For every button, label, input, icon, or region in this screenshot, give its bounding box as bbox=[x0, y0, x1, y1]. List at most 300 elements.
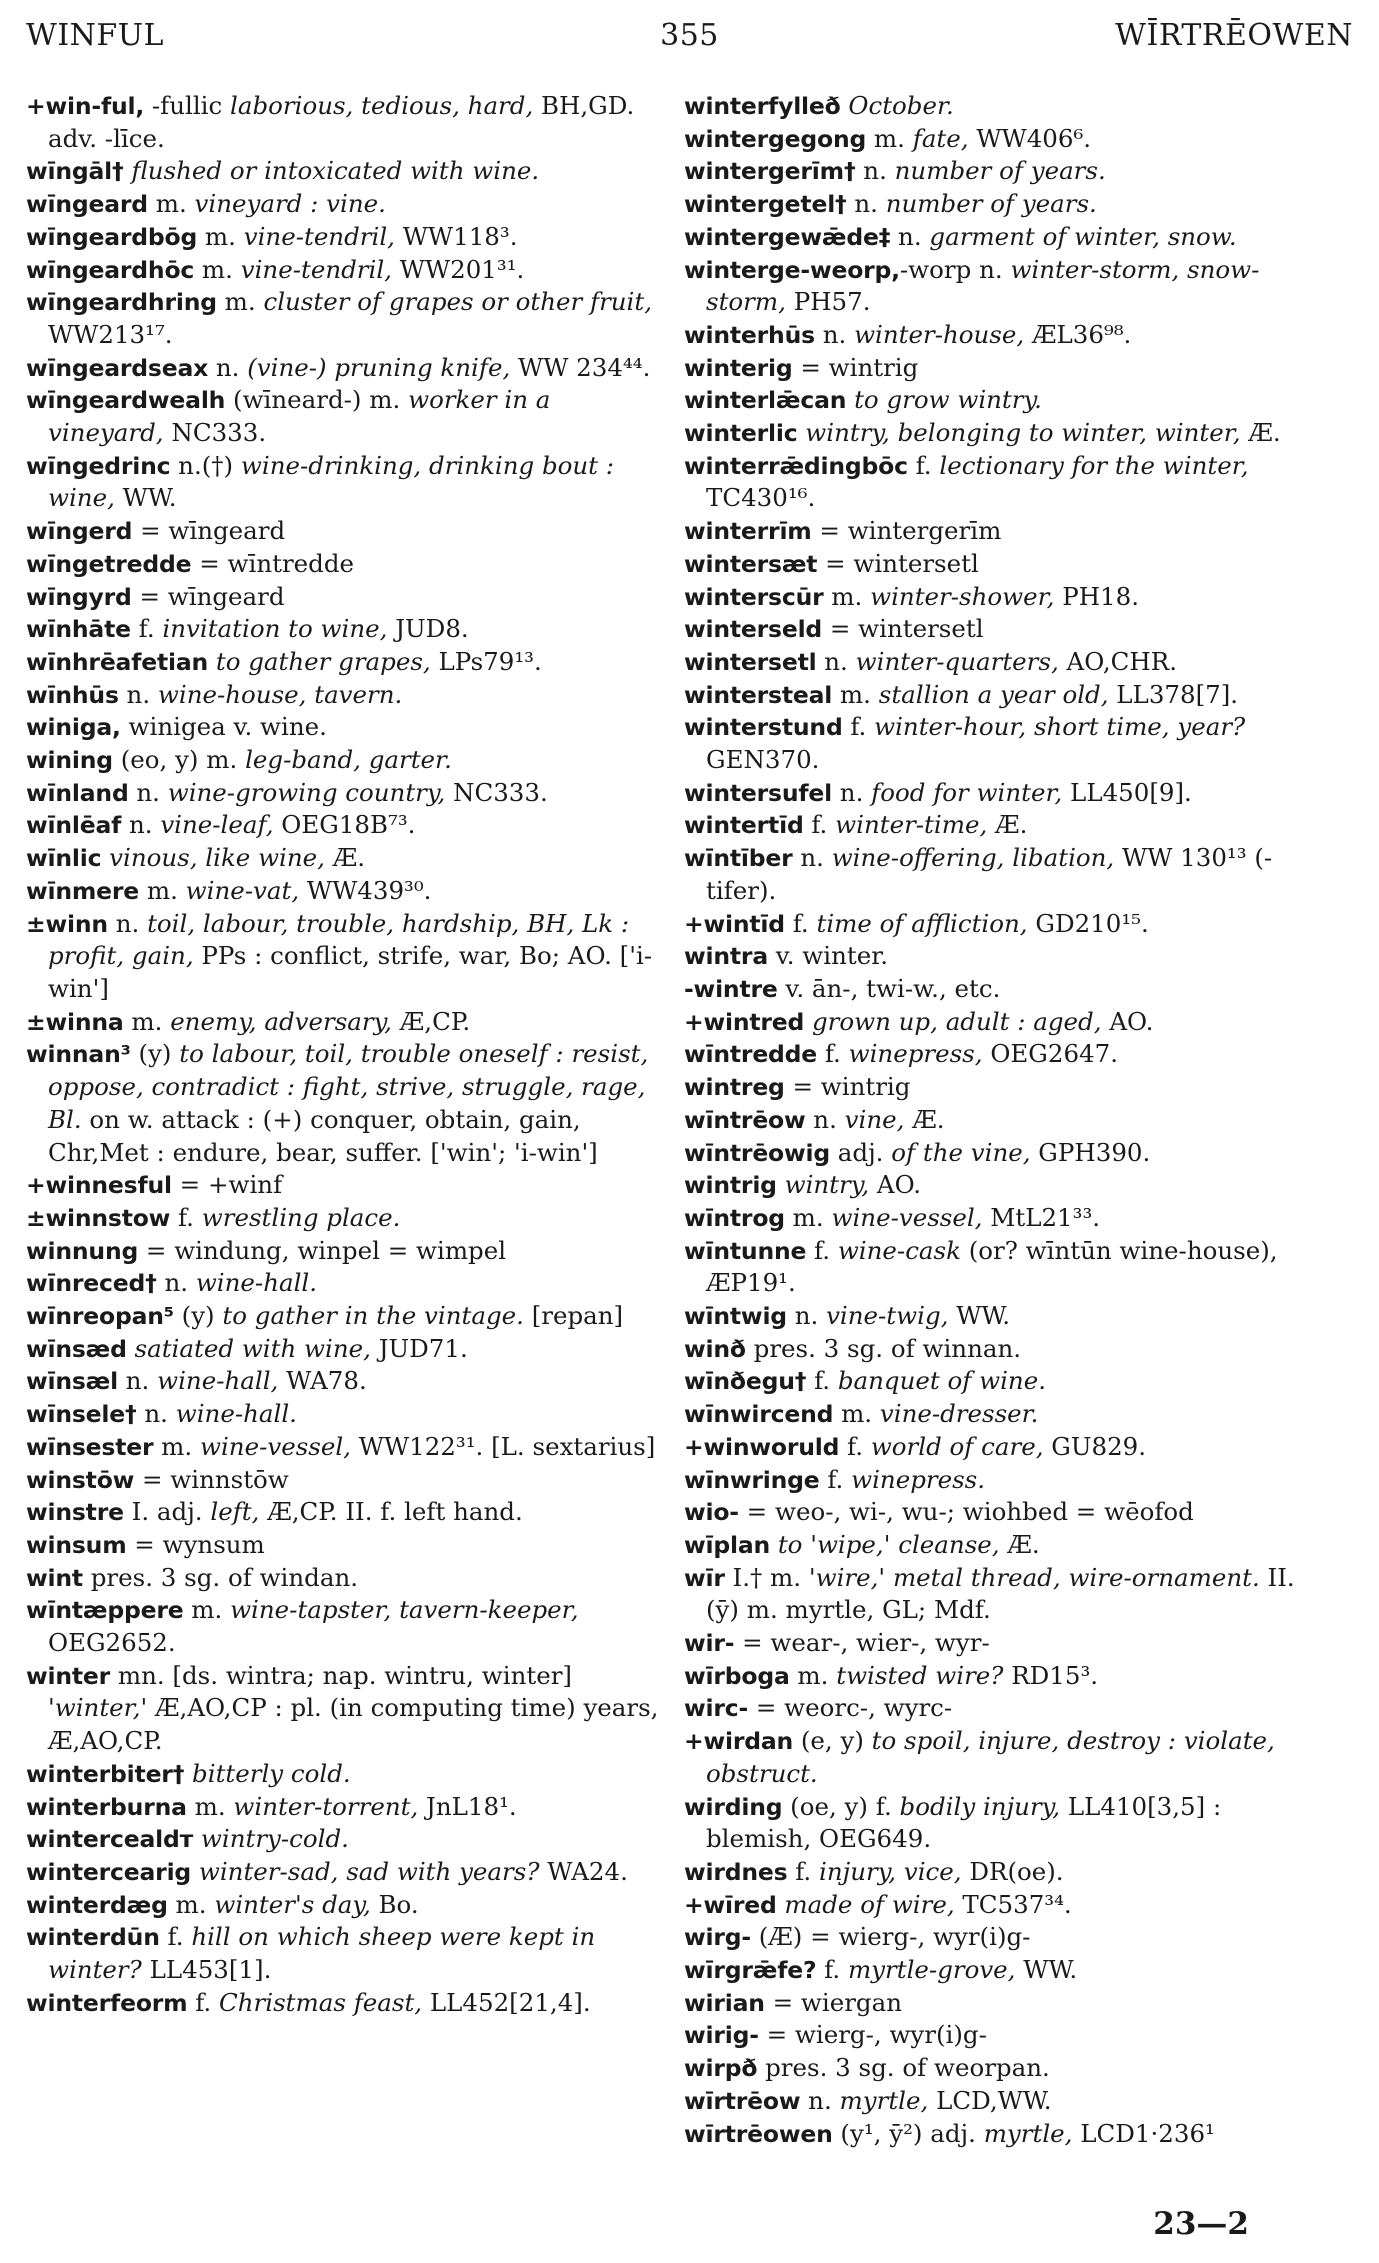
definition: winepress. bbox=[851, 1464, 986, 1494]
entry-reference: LL450[9]. bbox=[1062, 777, 1192, 807]
headword: wīntwig bbox=[684, 1302, 787, 1331]
definition: winter-quarters, bbox=[855, 646, 1059, 676]
entry-text bbox=[777, 1170, 785, 1199]
entry-text: = wintergerīm bbox=[811, 516, 1002, 546]
entry-text bbox=[193, 1824, 201, 1853]
entry-text: n. bbox=[890, 221, 930, 251]
entry-reference: winpel = wimpel bbox=[297, 1235, 507, 1265]
definition: wine-offering, libation, bbox=[831, 843, 1115, 873]
headword: wīngeardhōc bbox=[26, 255, 195, 284]
entry-text: = +winf bbox=[171, 1170, 283, 1200]
entry-text: pres. 3 sg. of weorpan. bbox=[757, 2053, 1050, 2083]
definition: wine-growing country, bbox=[167, 777, 446, 807]
headword: ±winna bbox=[26, 1007, 124, 1036]
entry-text: n. bbox=[156, 1268, 196, 1298]
entry-text bbox=[184, 1759, 192, 1788]
dictionary-entry bbox=[684, 450, 1324, 515]
entry-text: f. bbox=[817, 1039, 849, 1069]
entry-reference: LL452[21,4]. bbox=[422, 1987, 591, 2017]
entry-text: -fullic bbox=[144, 91, 231, 120]
headword: wintergetel† bbox=[684, 190, 847, 219]
definition: wine-hall. bbox=[175, 1399, 297, 1429]
definition: grown up, adult : aged, bbox=[811, 1006, 1102, 1036]
entry-reference: GEN370. bbox=[706, 745, 820, 775]
dictionary-entry bbox=[684, 221, 1324, 254]
definition: left, bbox=[210, 1497, 260, 1527]
entry-reference: OEG2647. bbox=[982, 1039, 1118, 1069]
entry-reference: LL410[3,5] : blemish, OEG649. bbox=[706, 1791, 1222, 1854]
dictionary-entry bbox=[26, 1823, 666, 1856]
entry-reference: ' Æ,AO,CP : pl. (in computing time) years, Æ,AO,CP. bbox=[48, 1693, 659, 1756]
entry-reference: OEG2652. bbox=[48, 1628, 176, 1658]
definition: October. bbox=[848, 91, 954, 120]
entry-text: m. bbox=[823, 581, 871, 611]
dictionary-entry bbox=[684, 2052, 1324, 2085]
dictionary-entry bbox=[684, 1987, 1324, 2020]
definition: worker in a vineyard, bbox=[48, 385, 551, 448]
headword: winterfylleð bbox=[684, 92, 841, 120]
entry-text bbox=[770, 1530, 778, 1559]
definition: vine-twig, bbox=[826, 1301, 949, 1331]
definition: myrtle, bbox=[839, 2085, 929, 2115]
dictionary-entry bbox=[684, 1529, 1324, 1562]
dictionary-entry bbox=[684, 1038, 1324, 1071]
entry-text: n.(†) bbox=[170, 450, 241, 480]
headword: +wirdan bbox=[684, 1727, 794, 1756]
dictionary-entry bbox=[684, 1137, 1324, 1170]
headword: +wīred bbox=[684, 1890, 777, 1919]
entry-reference: MtL21³³. bbox=[982, 1202, 1101, 1232]
entry-text: n. bbox=[800, 2085, 840, 2115]
definition: winter-storm, snow-storm, bbox=[706, 254, 1260, 317]
definition: invitation to wine, bbox=[162, 614, 388, 644]
headword: winnung bbox=[26, 1236, 139, 1265]
headword: wintergewǣde‡ bbox=[684, 222, 891, 251]
entry-reference: II. (ȳ) m. myrtle, GL; Mdf. bbox=[706, 1562, 1295, 1625]
dictionary-entry bbox=[26, 842, 666, 875]
dictionary-entry bbox=[684, 384, 1324, 417]
headword: wīngyrd bbox=[26, 582, 132, 611]
dictionary-entry bbox=[26, 1791, 666, 1824]
dictionary-entry bbox=[26, 90, 666, 155]
headword: -wintre bbox=[684, 974, 778, 1003]
headword: wint bbox=[26, 1563, 83, 1592]
dictionary-entry bbox=[684, 1660, 1324, 1693]
entry-reference: NC333. bbox=[163, 418, 267, 448]
definition: winter-house, bbox=[854, 319, 1025, 349]
entry-text: f. bbox=[784, 908, 817, 938]
definition: wine-hall. bbox=[195, 1268, 318, 1298]
headword: winsum bbox=[26, 1530, 127, 1559]
headword: winstōw bbox=[26, 1465, 135, 1494]
entry-text: f. bbox=[787, 1856, 819, 1886]
definition: twisted wire? bbox=[836, 1660, 1004, 1690]
definition: stallion a year old, bbox=[878, 679, 1109, 709]
dictionary-entry bbox=[26, 581, 666, 614]
entry-reference: (or? wīntūn wine-house), ÆP19¹. bbox=[706, 1235, 1278, 1298]
entry-reference: TC430¹⁶. bbox=[706, 483, 816, 513]
dictionary-entry bbox=[684, 1071, 1324, 1104]
entry-reference: Æ. bbox=[999, 1529, 1040, 1559]
entry-text bbox=[127, 1334, 135, 1363]
entry-text: f. bbox=[842, 712, 875, 742]
dictionary-entry bbox=[684, 1954, 1324, 1987]
headword: winterburna bbox=[26, 1792, 187, 1821]
dictionary-entry bbox=[26, 221, 666, 254]
entry-text: = winnstōw bbox=[134, 1464, 289, 1494]
dictionary-entry bbox=[26, 908, 666, 1006]
definition: winter, bbox=[54, 1693, 141, 1723]
definition: number of years. bbox=[885, 189, 1097, 219]
definition: wintry, bbox=[784, 1170, 870, 1200]
headword: wīrboga bbox=[684, 1661, 790, 1690]
entry-text: m. bbox=[784, 1202, 832, 1232]
entry-text: (eo, y) m. bbox=[112, 745, 246, 775]
entry-text: = windung, bbox=[138, 1235, 298, 1265]
headword: wīrgrǣfe? bbox=[684, 1956, 817, 1985]
dictionary-entry bbox=[684, 188, 1324, 221]
headword: winterbiter† bbox=[26, 1759, 185, 1788]
entry-reference: WW201³¹. bbox=[391, 254, 525, 284]
entry-text: n. bbox=[805, 1104, 845, 1134]
entry-text: adj. bbox=[830, 1137, 892, 1167]
dictionary-entry bbox=[26, 1856, 666, 1889]
definition: vine-tendril, bbox=[240, 254, 392, 284]
entry-text bbox=[191, 1857, 199, 1886]
headword: winterfeorm bbox=[26, 1988, 188, 2017]
dictionary-entry bbox=[684, 908, 1324, 941]
entry-reference: AO. bbox=[869, 1170, 922, 1200]
entry-reference: LCD,WW. bbox=[928, 2085, 1052, 2115]
entry-text: m. bbox=[194, 254, 241, 284]
dictionary-entry bbox=[26, 1496, 666, 1529]
headword: wīngeardseax bbox=[26, 353, 209, 382]
definition: vineyard : vine. bbox=[194, 189, 386, 219]
dictionary-entry bbox=[684, 123, 1324, 156]
headword: wīnsele† bbox=[26, 1400, 137, 1429]
dictionary-entry bbox=[684, 1725, 1324, 1790]
headword: wīnwringe bbox=[684, 1465, 820, 1494]
entry-text: n. bbox=[814, 319, 855, 349]
headword: wīngedrinc bbox=[26, 451, 171, 480]
headword: winterge-weorp, bbox=[684, 255, 900, 284]
dictionary-entry bbox=[684, 613, 1324, 646]
entry-reference: WW. bbox=[114, 483, 177, 513]
dictionary-entry bbox=[26, 1006, 666, 1039]
dictionary-entry bbox=[684, 352, 1324, 385]
headword: wīnreced† bbox=[26, 1269, 157, 1298]
definition: wine-vessel, bbox=[831, 1202, 983, 1232]
definition: wine-drinking, drinking bout : wine, bbox=[48, 450, 615, 513]
headword: wīnland bbox=[26, 778, 129, 807]
entry-reference: on w. attack : (+) conquer, obtain, gain, Chr,Met : endure, bear, suffer. ['win'; 'i-win'] bbox=[48, 1104, 598, 1167]
entry-text: = wintrig bbox=[784, 1072, 911, 1102]
entry-text: n. bbox=[816, 646, 856, 676]
entry-text bbox=[804, 1007, 812, 1036]
dictionary-entry bbox=[684, 842, 1324, 907]
dictionary-entry bbox=[684, 1562, 1324, 1627]
headword: wirig- bbox=[684, 2021, 759, 2050]
headword: wirc- bbox=[684, 1694, 749, 1723]
dictionary-entry bbox=[26, 711, 666, 744]
entry-text: (wīneard-) m. bbox=[225, 385, 409, 415]
headword: wīnðegu† bbox=[684, 1367, 807, 1396]
entry-text: = wintrig bbox=[792, 352, 919, 382]
entry-reference: TC537³⁴. bbox=[954, 1889, 1072, 1919]
entry-text: f. bbox=[819, 1464, 852, 1494]
entry-text bbox=[846, 385, 854, 414]
entry-text: m. bbox=[789, 1660, 837, 1690]
headword: wīnmere bbox=[26, 876, 140, 905]
entry-reference: Æ. bbox=[1240, 418, 1281, 448]
headword: wīntrog bbox=[684, 1203, 785, 1232]
headword: wīntæppere bbox=[26, 1596, 184, 1625]
headword: wīr bbox=[684, 1563, 725, 1592]
entry-text: f. bbox=[130, 614, 163, 644]
definition: wine-house, tavern. bbox=[157, 679, 403, 709]
definition: wrestling place. bbox=[201, 1202, 401, 1232]
entry-text: pres. 3 sg. of windan. bbox=[82, 1562, 359, 1592]
definition: enemy, adversary, bbox=[170, 1006, 392, 1036]
dictionary-entry bbox=[26, 809, 666, 842]
entry-reference: OEG18B⁷³. bbox=[273, 810, 416, 840]
headword: winterhūs bbox=[684, 320, 815, 349]
dictionary-entry bbox=[26, 384, 666, 449]
headword: +winnesful bbox=[26, 1171, 172, 1200]
headword: wirg- bbox=[684, 1923, 751, 1952]
entry-text: = wynsum bbox=[126, 1529, 265, 1559]
headword: wintersufel bbox=[684, 778, 832, 807]
entry-text: -worp n. bbox=[899, 254, 1011, 284]
definition: of the vine, bbox=[891, 1137, 1031, 1167]
definition: world of care, bbox=[870, 1431, 1044, 1461]
headword: wintergegong bbox=[684, 124, 867, 153]
dictionary-entry bbox=[26, 875, 666, 908]
headword: +wintred bbox=[684, 1007, 805, 1036]
dictionary-entry bbox=[684, 2019, 1324, 2052]
entry-text: f. bbox=[159, 1922, 192, 1952]
signature-mark: 23—2 bbox=[1153, 2206, 1249, 2242]
dictionary-entry bbox=[684, 1856, 1324, 1889]
dictionary-entry bbox=[684, 1692, 1324, 1725]
right-column bbox=[684, 90, 1324, 2150]
headword: wintercearig bbox=[26, 1857, 192, 1886]
entry-reference: Bo. bbox=[370, 1889, 419, 1919]
entry-text: f. bbox=[907, 450, 940, 480]
definition: to grow wintry. bbox=[854, 385, 1042, 415]
entry-text: n. bbox=[786, 1301, 827, 1331]
entry-reference: WA78. bbox=[278, 1366, 367, 1396]
entry-reference: PH18. bbox=[1054, 581, 1140, 611]
dictionary-entry bbox=[26, 515, 666, 548]
entry-text: m. bbox=[832, 679, 879, 709]
entry-reference: AO,CHR. bbox=[1058, 646, 1178, 676]
dictionary-entry bbox=[684, 1333, 1324, 1366]
definition: laborious, tedious, hard, bbox=[230, 91, 534, 120]
entry-text: m. bbox=[183, 1595, 231, 1625]
headword: winterlǣcan bbox=[684, 386, 847, 415]
entry-reference: Æ. bbox=[324, 843, 366, 873]
dictionary-entry bbox=[684, 319, 1324, 352]
definition: winter-sad, sad with years? bbox=[198, 1856, 540, 1886]
entry-text: I.† m. bbox=[724, 1562, 809, 1592]
entry-text: m. bbox=[833, 1399, 880, 1429]
dictionary-entry bbox=[26, 155, 666, 188]
entry-reference: AO. bbox=[1101, 1006, 1154, 1036]
headword: +win-ful, bbox=[26, 92, 145, 120]
definition: winter-torrent, bbox=[233, 1791, 419, 1821]
definition: to labour, toil, trouble oneself : resist, oppose, contradict : fight, strive, struggle, rage, Bl. bbox=[48, 1039, 649, 1134]
headword: wintersetl bbox=[684, 647, 817, 676]
headword: winterlic bbox=[684, 419, 798, 448]
headword: wīnhāte bbox=[26, 615, 131, 644]
headword: wīnhrēafetian bbox=[26, 647, 209, 676]
dictionary-entry bbox=[26, 1987, 666, 2020]
entry-reference: WA24. bbox=[539, 1856, 628, 1886]
dictionary-entry bbox=[684, 711, 1324, 776]
dictionary-entry bbox=[684, 1300, 1324, 1333]
headword: winstre bbox=[26, 1498, 124, 1527]
definition: winepress, bbox=[848, 1039, 983, 1069]
headword: ±winn bbox=[26, 909, 108, 938]
dictionary-entry bbox=[26, 1267, 666, 1300]
headword: winterstund bbox=[684, 713, 843, 742]
entry-reference: NC333. bbox=[445, 777, 548, 807]
entry-text: m. bbox=[197, 221, 244, 251]
dictionary-entry bbox=[26, 450, 666, 515]
dictionary-entry bbox=[684, 1464, 1324, 1497]
entry-text: n. bbox=[117, 1366, 158, 1396]
entry-reference: WW. bbox=[1015, 1955, 1078, 1985]
headword: winterscūr bbox=[684, 582, 824, 611]
headword: wintreg bbox=[684, 1073, 785, 1102]
entry-text: = wiergan bbox=[764, 1987, 903, 2017]
definition: wintry-cold. bbox=[200, 1824, 349, 1854]
running-head-right: WĪRTRĒOWEN bbox=[1115, 18, 1353, 53]
dictionary-entry bbox=[684, 1169, 1324, 1202]
definition: vine-tendril, bbox=[243, 221, 395, 251]
entry-reference: GD210¹⁵. bbox=[1027, 908, 1149, 938]
headword: wīnlēaf bbox=[26, 811, 122, 840]
dictionary-entry bbox=[684, 548, 1324, 581]
dictionary-entry bbox=[26, 1758, 666, 1791]
entry-reference: Æ,CP. bbox=[391, 1006, 471, 1036]
dictionary-entry bbox=[26, 1889, 666, 1922]
entry-text: (Æ) = wierg-, wyr(i)g- bbox=[750, 1922, 1031, 1952]
dictionary-entry bbox=[26, 613, 666, 646]
headword: +wintīd bbox=[684, 909, 785, 938]
entry-reference: ÆL36⁹⁸. bbox=[1024, 319, 1132, 349]
entry-text: m. bbox=[167, 1889, 215, 1919]
entry-text: = wīntredde bbox=[191, 548, 355, 578]
dictionary-entry bbox=[26, 1660, 666, 1758]
definition: vine-leaf, bbox=[160, 810, 274, 840]
dictionary-entry bbox=[684, 2118, 1324, 2151]
dictionary-entry bbox=[26, 1235, 666, 1268]
entry-text: (oe, y) f. bbox=[782, 1791, 900, 1821]
headword: wintrig bbox=[684, 1171, 777, 1200]
entry-text: n. bbox=[118, 679, 158, 709]
entry-reference: BH,GD. adv. -līce. bbox=[48, 91, 635, 153]
dictionary-entry bbox=[26, 1169, 666, 1202]
definition: wine-cask bbox=[837, 1235, 961, 1265]
headword: wīngāl† bbox=[26, 157, 124, 186]
dictionary-entry bbox=[26, 744, 666, 777]
entry-text: f. bbox=[170, 1202, 202, 1232]
definition: to spoil, injure, destroy : violate, obstruct. bbox=[706, 1726, 1275, 1788]
definition: satiated with wine, bbox=[134, 1333, 371, 1363]
headword: wīngeardhring bbox=[26, 288, 217, 317]
dictionary-entry bbox=[26, 1464, 666, 1497]
definition: 'wire,' metal thread, wire-ornament. bbox=[808, 1562, 1260, 1592]
dictionary-entry bbox=[26, 254, 666, 287]
headword: winterig bbox=[684, 353, 793, 382]
entry-reference: [repan] bbox=[523, 1301, 624, 1331]
entry-text: f. bbox=[806, 1366, 838, 1396]
page-number: 355 bbox=[660, 18, 719, 53]
entry-reference: WW 130¹³ (-tifer). bbox=[706, 843, 1273, 905]
definition: (vine-) pruning knife, bbox=[247, 352, 511, 382]
entry-text: m. bbox=[866, 123, 913, 153]
entry-text: n. bbox=[832, 777, 872, 807]
dictionary-entry bbox=[26, 1333, 666, 1366]
headword: wīntrēow bbox=[684, 1105, 806, 1134]
entry-reference: JUD71. bbox=[370, 1333, 468, 1363]
definition: bitterly cold. bbox=[192, 1758, 351, 1788]
entry-text: (y) bbox=[173, 1301, 223, 1331]
dictionary-entry bbox=[684, 1791, 1324, 1856]
entry-text: = wīngeard bbox=[131, 581, 285, 611]
entry-text: mn. [ds. wintra; nap. wintru, winter] ' bbox=[48, 1660, 572, 1723]
definition: winter-hour, short time, year? bbox=[874, 712, 1246, 742]
definition: time of affliction, bbox=[816, 908, 1028, 938]
definition: wine-hall, bbox=[157, 1366, 279, 1396]
headword: wīnreopan⁵ bbox=[26, 1302, 174, 1331]
entry-text: n. bbox=[792, 843, 832, 873]
dictionary-entry bbox=[684, 155, 1324, 188]
definition: wine-vat, bbox=[185, 875, 300, 905]
headword: wīntredde bbox=[684, 1040, 818, 1069]
entry-text: m. bbox=[186, 1791, 234, 1821]
entry-reference: LL378[7]. bbox=[1108, 679, 1239, 709]
entry-reference: RD15³. bbox=[1003, 1660, 1099, 1690]
headword: wining bbox=[26, 746, 113, 775]
entry-text: f. bbox=[806, 1235, 838, 1265]
entry-reference: DR(oe). bbox=[961, 1856, 1064, 1886]
headword: wīngeard bbox=[26, 190, 148, 219]
dictionary-entry bbox=[26, 352, 666, 385]
entry-text: (y) bbox=[130, 1039, 180, 1069]
definition: winter-time, bbox=[835, 810, 988, 840]
headword: +winworuld bbox=[684, 1432, 840, 1461]
dictionary-entry bbox=[26, 188, 666, 221]
entry-text: v. ān-, twi-w., etc. bbox=[777, 973, 1001, 1003]
entry-text: m. bbox=[153, 1431, 200, 1461]
entry-reference: WW213¹⁷. bbox=[48, 319, 173, 349]
headword: winnan³ bbox=[26, 1040, 131, 1069]
dictionary-entry bbox=[684, 1921, 1324, 1954]
headword: winter bbox=[26, 1661, 111, 1690]
definition: wine-vessel, bbox=[199, 1431, 351, 1461]
headword: ±winnstow bbox=[26, 1203, 171, 1232]
entry-reference: WW 234⁴⁴. bbox=[510, 352, 651, 382]
entry-reference: GPH390. bbox=[1030, 1137, 1151, 1167]
entry-text: = wīngeard bbox=[132, 516, 286, 546]
entry-text bbox=[101, 843, 109, 872]
entry-text: n. bbox=[107, 908, 148, 938]
dictionary-entry bbox=[26, 1300, 666, 1333]
dictionary-entry bbox=[684, 2085, 1324, 2118]
